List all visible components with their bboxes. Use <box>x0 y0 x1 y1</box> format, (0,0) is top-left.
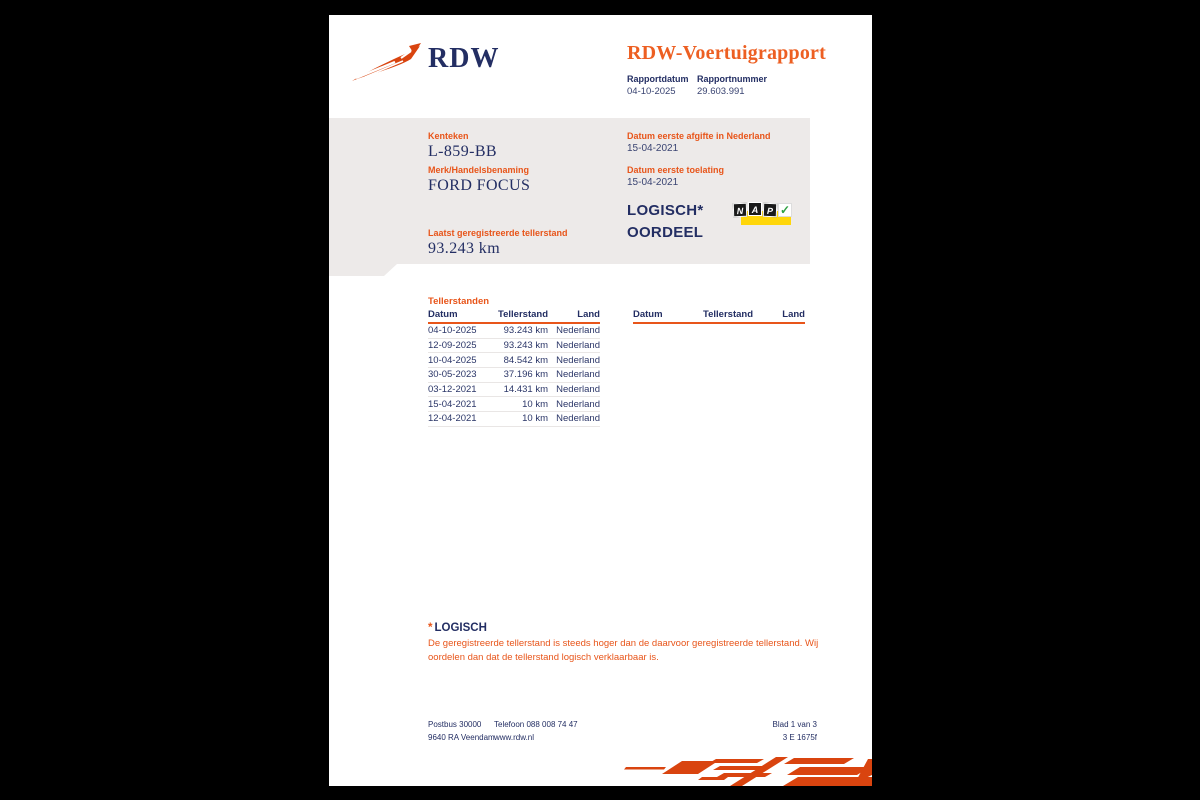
footer-address <box>428 718 495 744</box>
table-cell: Nederland <box>556 340 600 352</box>
report-number-label: Rapportnummer <box>697 74 768 84</box>
afgifte-label: Datum eerste afgifte in Nederland <box>627 131 771 141</box>
nap-letter-a: A <box>748 202 762 216</box>
laatste-tellerstand-value: 93.243 km <box>428 240 501 257</box>
merk-label: Merk/Handelsbenaming <box>428 165 530 175</box>
logisch-heading-text: LOGISCH <box>434 622 487 634</box>
merk-value: FORD FOCUS <box>428 177 531 194</box>
table-cell: 84.542 km <box>503 354 548 366</box>
table-row <box>428 353 600 368</box>
report-date-value: 04-10-2025 <box>627 86 676 97</box>
nap-logo <box>733 201 793 227</box>
table-row <box>428 383 600 398</box>
column-header-land: Land <box>577 309 600 320</box>
report-date-label: Rapportdatum <box>627 74 689 84</box>
tellerstanden-table-right <box>633 309 805 324</box>
table-cell: 12-04-2021 <box>428 413 477 425</box>
nap-checkmark-icon: ✓ <box>779 203 791 217</box>
table-cell: 37.196 km <box>503 369 548 381</box>
report-page <box>329 15 872 786</box>
table-body <box>428 324 600 427</box>
table-cell: Nederland <box>556 325 600 337</box>
footer-contact <box>494 718 578 744</box>
column-header-land: Land <box>782 309 805 320</box>
table-cell: Nederland <box>556 413 600 425</box>
tellerstanden-heading: Tellerstanden <box>428 296 490 307</box>
nap-letter-p: P <box>763 203 777 217</box>
laatste-tellerstand-label: Laatst geregistreerde tellerstand <box>428 228 568 238</box>
table-cell: 15-04-2021 <box>428 398 477 410</box>
logisch-explanation: De geregistreerde tellerstand is steeds hoger dan de daarvoor geregistreerde tellerstand. Wij oordelen dan dat de tellerstand logisch verklaarbaar is. <box>428 638 819 663</box>
table-row <box>428 339 600 354</box>
footer-city: 9640 RA Veendam <box>428 733 495 742</box>
table-cell: 30-05-2023 <box>428 369 477 381</box>
toelating-value: 15-04-2021 <box>627 177 679 188</box>
table-cell: 12-09-2025 <box>428 340 477 352</box>
oordeel-line1: LOGISCH* <box>627 202 704 219</box>
table-cell: 10 km <box>522 413 548 425</box>
nap-letter-n: N <box>733 203 747 217</box>
table-cell: 93.243 km <box>503 325 548 337</box>
column-header-tellerstand: Tellerstand <box>703 309 753 320</box>
footer-website[interactable]: www.rdw.nl <box>494 733 535 742</box>
footer-page-number: Blad 1 van 3 <box>772 720 817 729</box>
table-cell: 93.243 km <box>503 340 548 352</box>
rdw-stripes-graphic-icon <box>620 753 872 786</box>
table-cell: Nederland <box>556 384 600 396</box>
table-cell: 10 km <box>522 398 548 410</box>
table-cell: 10-04-2025 <box>428 354 477 366</box>
table-row <box>428 397 600 412</box>
kenteken-label: Kenteken <box>428 131 469 141</box>
column-header-tellerstand: Tellerstand <box>498 309 548 320</box>
table-row <box>428 368 600 383</box>
footer-postbus: Postbus 30000 <box>428 720 482 729</box>
table-header-row <box>633 309 805 324</box>
footer-phone: Telefoon 088 008 74 47 <box>494 720 578 729</box>
report-number-value: 29.603.991 <box>697 86 745 97</box>
rdw-wordmark: RDW <box>428 43 500 74</box>
footer-form-code: 3 E 1675f <box>782 733 817 742</box>
logisch-heading <box>428 622 487 634</box>
summary-panel <box>329 118 810 276</box>
table-row <box>428 324 600 339</box>
tellerstanden-table-left <box>428 309 600 427</box>
column-header-datum: Datum <box>428 309 458 320</box>
table-cell: 03-12-2021 <box>428 384 477 396</box>
footer-pageinfo <box>773 718 817 744</box>
toelating-label: Datum eerste toelating <box>627 165 725 175</box>
table-cell: Nederland <box>556 354 600 366</box>
table-cell: Nederland <box>556 369 600 381</box>
table-header-row <box>428 309 600 324</box>
afgifte-value: 15-04-2021 <box>627 143 679 154</box>
table-cell: 04-10-2025 <box>428 325 477 337</box>
column-header-datum: Datum <box>633 309 663 320</box>
table-cell: 14.431 km <box>503 384 548 396</box>
report-title: RDW-Voertuigrapport <box>627 42 826 64</box>
table-row <box>428 412 600 427</box>
kenteken-value: L-859-BB <box>428 143 497 160</box>
oordeel-line2: OORDEEL <box>627 224 704 241</box>
table-cell: Nederland <box>556 398 600 410</box>
rdw-wing-logo-icon <box>351 37 421 83</box>
asterisk-mark: * <box>428 622 433 634</box>
